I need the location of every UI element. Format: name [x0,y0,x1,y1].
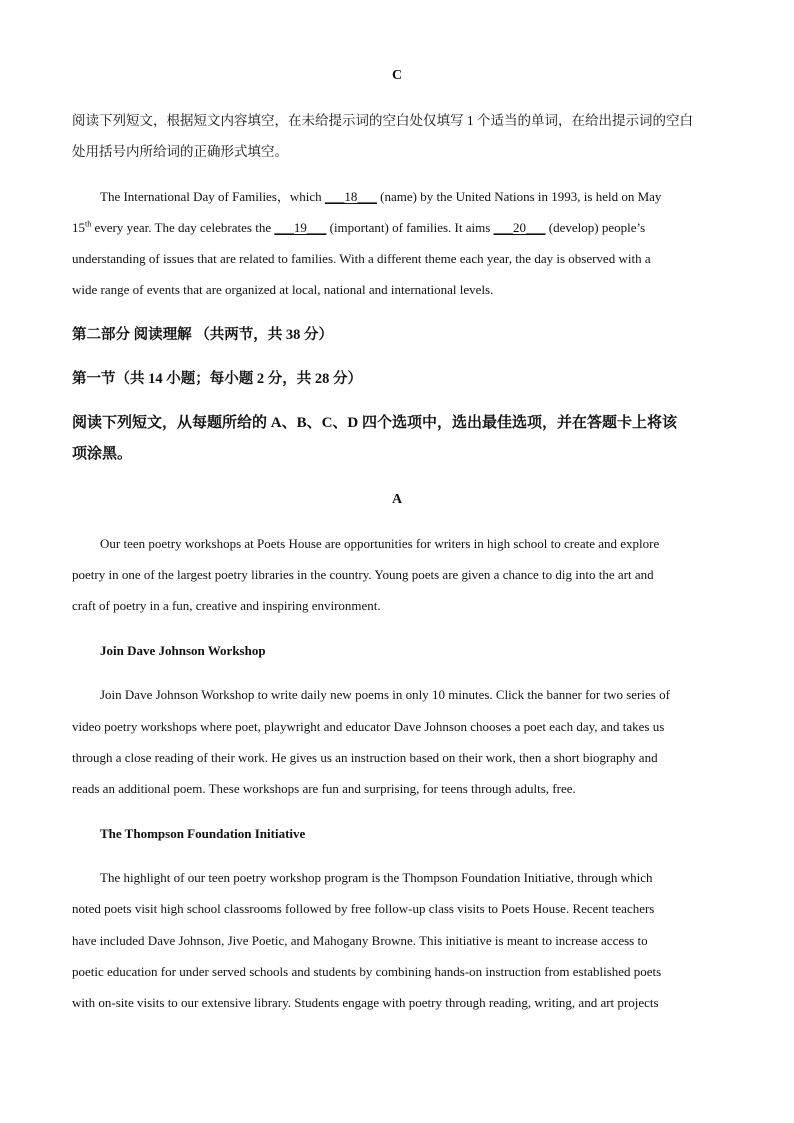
ordinal-suffix: th [85,219,92,229]
workshop-line-4: reads an additional poem. These workshops are fun and surprising, for teens through adults, free. [72,781,576,796]
reading-instruction-line-2: 项涂黑。 [72,446,133,462]
cloze-text: (name) by the United Nations in 1993, is held on May [376,189,662,204]
intro-line-2: poetry in one of the largest poetry libraries in the country. Young poets are given a chance to dig into the art and [72,567,654,582]
subheading-thompson: The Thompson Foundation Initiative [100,826,306,841]
initiative-line-2: noted poets visit high school classrooms followed by free follow-up class visits to Poets House. Recent teachers [72,901,655,916]
part2-heading: 第二部分 阅读理解 （共两节，共 38 分） [72,327,333,343]
blank-19: ___19___ [274,220,327,235]
cloze-text: (important) of families. It aims [326,220,494,235]
initiative-line-3: have included Dave Johnson, Jive Poetic, and Mahogany Browne. This initiative is meant to increase access to [72,933,648,948]
cloze-paragraph-line-3: understanding of issues that are related to families. With a different theme each year, the day is observed with a [72,251,651,266]
cloze-instruction-line-2: 处用括号内所给词的正确形式填空。 [72,144,288,159]
section-label-c: C [391,68,403,83]
intro-line-1: Our teen poetry workshops at Poets House are opportunities for writers in high school to create and explore [100,536,660,551]
cloze-instruction-line-1: 阅读下列短文，根据短文内容填空，在未给提示词的空白处仅填写 1 个适当的单词，在给出提示词的空白 [72,113,693,128]
passage-label-a: A [391,492,403,507]
initiative-line-4: poetic education for under served schools and students by combining hands-on instruction from established poets [72,964,662,979]
cloze-text: every year. The day celebrates the [91,220,275,235]
workshop-line-2: video poetry workshops where poet, playwright and educator Dave Johnson chooses a poet each day, and takes us [72,719,665,734]
cloze-paragraph-line-4: wide range of events that are organized at local, national and international levels. [72,282,494,297]
cloze-paragraph-line-2 [72,220,645,236]
blank-20: ___20___ [493,220,546,235]
section1-heading: 第一节（共 14 小题；每小题 2 分，共 28 分） [72,371,362,387]
initiative-line-5: with on-site visits to our extensive library. Students engage with poetry through reading, writing, and art projects [72,995,659,1010]
initiative-line-1: The highlight of our teen poetry workshop program is the Thompson Foundation Initiative, through which [100,870,653,885]
intro-line-3: craft of poetry in a fun, creative and inspiring environment. [72,598,381,613]
reading-instruction-line-1: 阅读下列短文，从每题所给的 A、B、C、D 四个选项中，选出最佳选项，并在答题卡上将该 [72,415,678,431]
workshop-line-3: through a close reading of their work. He gives us an instruction based on their work, then a short biography and [72,750,658,765]
cloze-text: 15 [72,220,85,235]
workshop-line-1: Join Dave Johnson Workshop to write daily new poems in only 10 minutes. Click the banner for two series of [100,687,670,702]
cloze-paragraph-line-1 [100,189,661,205]
subheading-dave-johnson: Join Dave Johnson Workshop [100,643,266,658]
blank-18: ___18___ [324,189,377,204]
cloze-text: The International Day of Families，which [100,189,325,204]
cloze-text: (develop) people’s [545,220,646,235]
